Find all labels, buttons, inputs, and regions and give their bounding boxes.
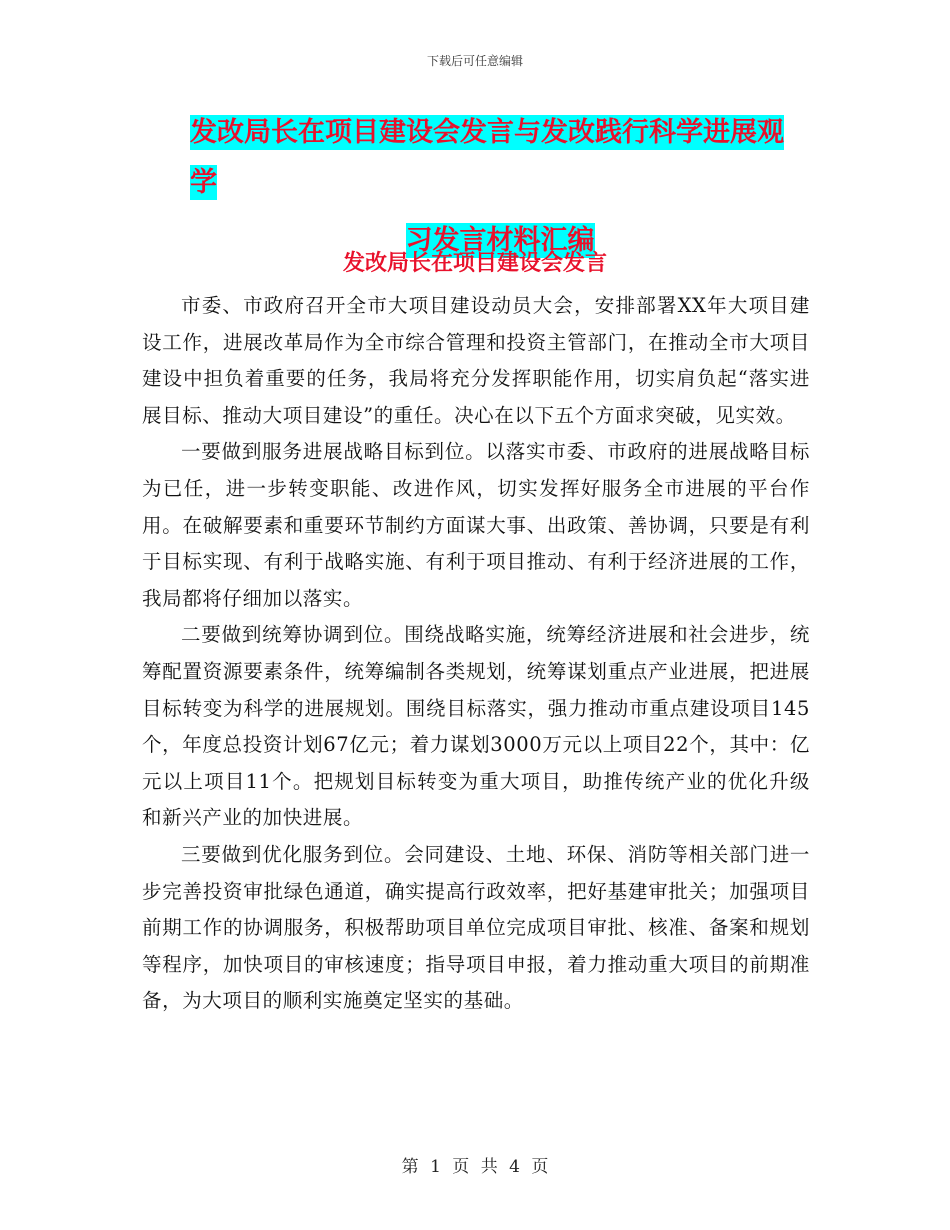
section-title: 发改局长在项目建设会发言 [342,251,607,276]
document-title-line2: 习发言材料汇编 [405,225,595,256]
paragraph: 市委、市政府召开全市大项目建设动员大会，安排部署XX年大项目建设工作，进展改革局作为全市综合管理和投资主管部门，在推动全市大项目建设中担负着重要的任务，我局将充分发挥职能作用，切实肩负起“落实进展目标、推动大项目建设”的重任。决心在以下五个方面求突破，见实效。 [142,294,810,427]
page-number: 第 1 页 共 4 页 [401,1157,549,1177]
document-title-line1: 发改局长在项目建设会发言与发改践行科学进展观学 [190,117,784,198]
paragraph: 三要做到优化服务到位。会同建设、土地、环保、消防等相关部门进一步完善投资审批绿色通道，确实提高行政效率，把好基建审批关；加强项目前期工作的协调服务，积极帮助项目单位完成项目审批、核准、备案和规划等程序，加快项目的审核速度；指导项目申报，着力推动重大项目的前期准备，为大项目的顺利实施奠定坚实的基础。 [142,842,810,1013]
paragraph: 一要做到服务进展战略目标到位。以落实市委、市政府的进展战略目标为已任，进一步转变职能、改进作风，切实发挥好服务全市进展的平台作用。在破解要素和重要环节制约方面谋大事、出政策、善协调，只要是有利于目标实现、有利于战略实施、有利于项目推动、有利于经济进展的工作，我局都将仔细加以落实。 [142,440,810,610]
header-note: 下载后可任意编辑 [426,54,523,68]
paragraph: 二要做到统筹协调到位。围绕战略实施，统筹经济进展和社会进步，统筹配置资源要素条件，统筹编制各类规划，统筹谋划重点产业进展，把进展目标转变为科学的进展规划。围绕目标落实，强力推动市重点建设项目145个，年度总投资计划67亿元；着力谋划3000万元以上项目22个，其中：亿元以上项目11个。把规划目标转变为重大项目，助推传统产业的优化升级和新兴产业的加快进展。 [142,623,810,830]
document-title [190,108,810,266]
body-text [142,288,810,1020]
